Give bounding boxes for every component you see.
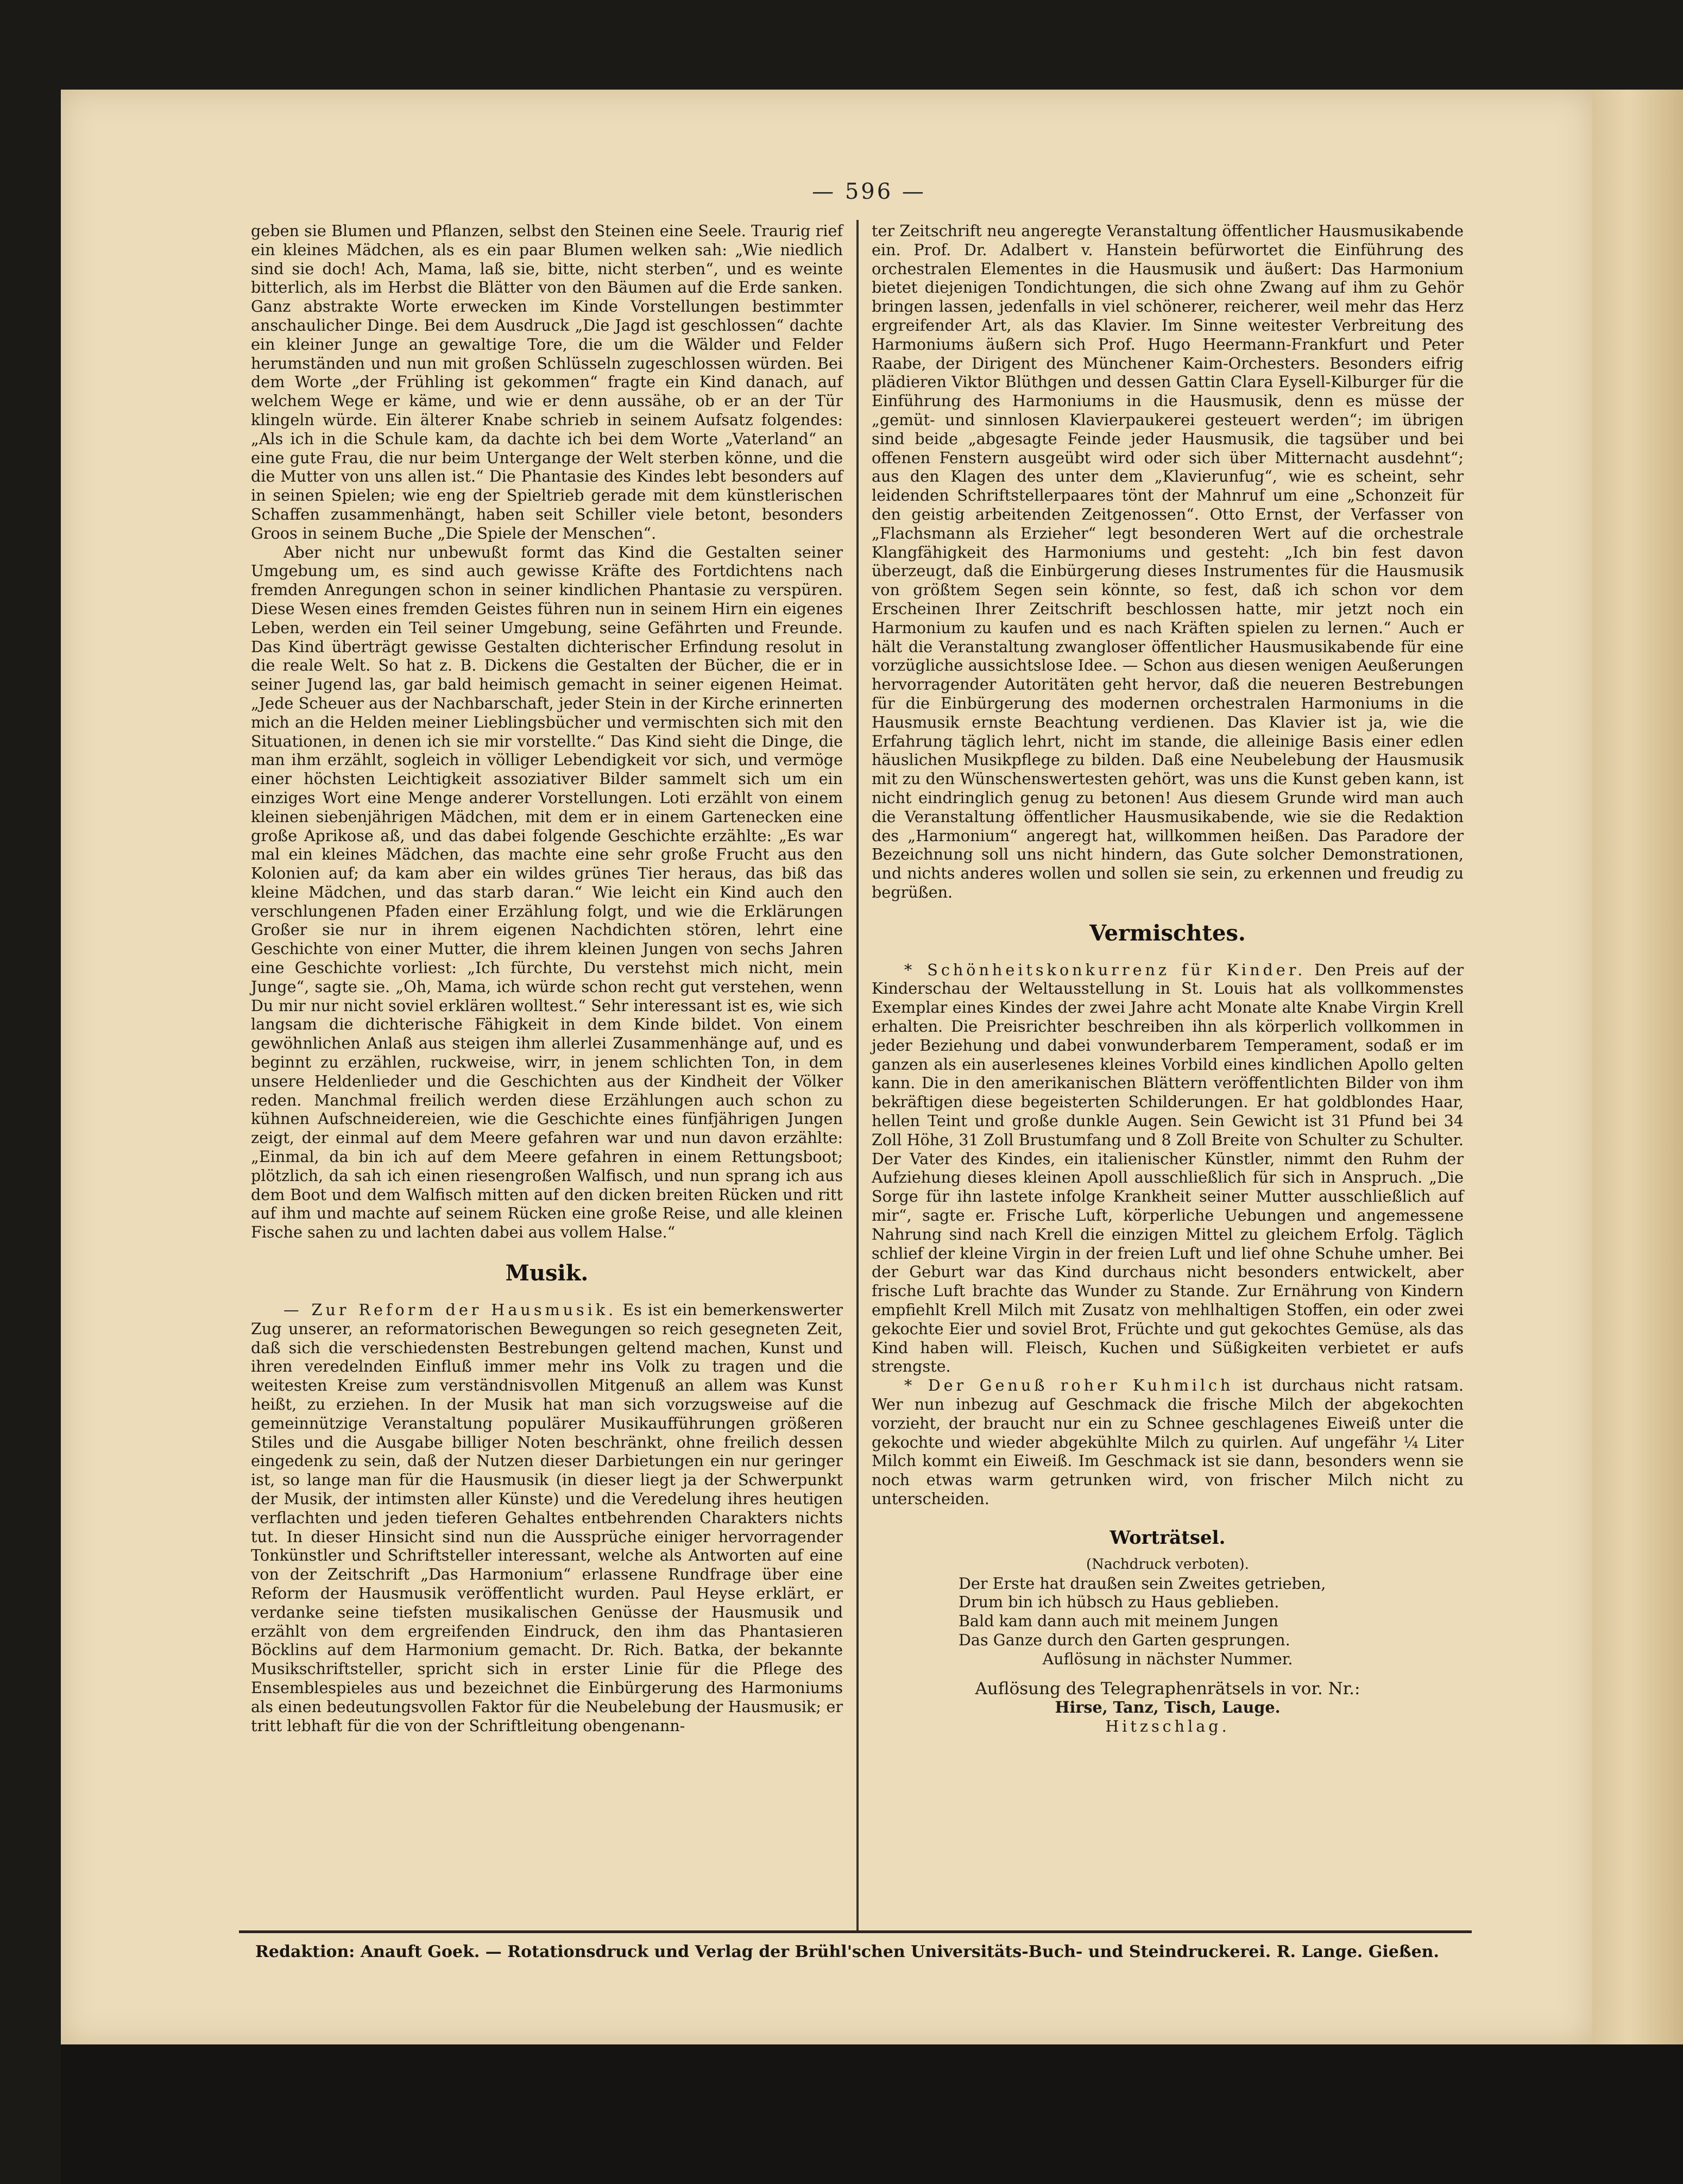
page-number: — 596 — xyxy=(812,179,926,204)
misc-article-2-text: ist durchaus nicht ratsam. Wer nun inbezug auf Geschmack die frische Milch der abgekochten vorzieht, der braucht nur ein zu Schnee geschlagenes Eiweiß unter die gekochte und wieder abgekühlte Milch zu quirlen. Auf ungefähr ¼ Liter Milch kommt ein Eiweiß. Im Geschmack ist sie dann, besonders wenn sie noch etwas warm getrunken wird, von frischer Milch nicht zu unterscheiden. xyxy=(872,1376,1464,1508)
telegraph-solution-answer: Hitzschlag. xyxy=(1105,1717,1230,1736)
misc-article-1-text: Den Preis auf der Kinderschau der Weltausstellung in St. Louis hat als vollkommenstes Exemplar eines Kindes der zwei Jahre acht Monate alte Knabe Virgin Krell erhalten. Die Preisrichter beschreiben ihn als körperlich vollkommen in jeder Beziehung und dabei vonwunderbarem Temperament, sodaß er im ganzen als ein auserlesenes kleines Vorbild eines kindlichen Apollo gelten kann. Die in den amerikanischen Blättern veröffentlichten Bilder von ihm bekräftigen diese begeisterten Schilderungen. Er hat goldblondes Haar, hellen Teint und große dunkle Augen. Sein Gewicht ist 31 Pfund bei 34 Zoll Höhe, 31 Zoll Brustumfang und 8 Zoll Breite von Schulter zu Schulter. Der Vater des Kindes, ein italienischer Künstler, nimmt den Ruhm der Aufziehung dieses kleinen Apoll ausschließlich für sich in Anspruch. „Die Sorge für ihn lastete infolge Krankheit seiner Mutter ausschließlich auf mir“, sagte er. Frische Luft, körperliche Uebungen und angemessene Nahrung sind nach Krell die einzigen Mittel zu gleichem Erfolg. Täglich schlief der kleine Virgin in der freien Luft und lief ohne Schuhe umher. Bei der Geburt war das Kind durchaus nicht besonders entwickelt, aber frische Luft brachte das Wunder zu Stande. Zur Ernährung von Kindern empfiehlt Krell Milch mit Zusatz von mehlhaltigen Stoffen, ein oder zwei gekochte Eier und soviel Brot, Früchte und gut gekochtes Gemüse, als das Kind haben will. Fleisch, Kuchen und Süßigkeiten verbietet er aufs strengste. xyxy=(872,960,1464,1376)
right-column xyxy=(872,222,1464,1736)
scan-background xyxy=(61,2044,1683,2184)
section-heading-musik: Musik. xyxy=(505,1260,589,1286)
adjacent-page-edge xyxy=(1592,90,1683,2044)
misc-article-2 xyxy=(872,1376,1464,1508)
music-article-title: — Zur Reform der Hausmusik. xyxy=(283,1301,617,1320)
puzzle-heading: Worträtsel. xyxy=(1110,1526,1226,1549)
article-paragraph: geben sie Blumen und Pflanzen, selbst den Steinen eine Seele. Traurig rief ein kleines Mädchen, als es ein paar Blumen welken sah: „Wie niedlich sind sie doch! Ach, Mama, laß sie, bitte, nicht sterben“, und es weinte bitterlich, als im Herbst die Blätter von den Bäumen auf die Erde sanken. Ganz abstrakte Worte erwecken im Kinde Vorstellungen bestimmter anschaulicher Dinge. Bei dem Ausdruck „Die Jagd ist geschlossen“ dachte ein kleiner Junge an gewaltige Tore, die um die Wälder und Felder herumständen und nun mit großen Schlüsseln zugeschlossen würden. Bei dem Worte „der Frühling ist gekommen“ fragte ein Kind danach, auf welchem Wege er käme, und wie er denn aussähe, ob er an der Tür klingeln würde. Ein älterer Knabe schrieb in seinem Aufsatz folgendes: „Als ich in die Schule kam, da dachte ich bei dem Worte „Vaterland“ an eine gute Frau, die nur beim Untergange der Welt sterben könne, und die die Mutter von uns allen ist.“ Die Phantasie des Kindes lebt besonders auf in seinen Spielen; wie eng der Spieltrieb gerade mit dem künstlerischen Schaffen zusammenhängt, haben seit Schiller viele betont, besonders Groos in seinem Buche „Die Spiele der Menschen“. xyxy=(251,222,843,542)
article-paragraph: Aber nicht nur unbewußt formt das Kind die Gestalten seiner Umgebung um, es sind auch gewisse Kräfte des Fortdichtens nach fremden Anregungen schon in seiner kindlichen Phantasie zu verspüren. Diese Wesen eines fremden Geistes führen nun in seinem Hirn ein eigenes Leben, werden ein Teil seiner Umgebung, seine Gefährten und Freunde. Das Kind überträgt gewisse Gestalten dichterischer Erfindung resolut in die reale Welt. So hat z. B. Dickens die Gestalten der Bücher, die er in seiner Jugend las, gar bald heimisch gemacht in seiner eigenen Heimat. „Jede Scheuer aus der Nachbarschaft, jeder Stein in der Kirche erinnerten mich an die Helden meiner Lieblingsbücher und vermischten sich mit den Situationen, in denen ich sie mir vorstellte.“ Das Kind sieht die Dinge, die man ihm erzählt, sogleich in völliger Lebendigkeit vor sich, und vermöge einer höchsten Leichtigkeit assoziativer Bilder sammelt sich um ein einziges Wort eine Menge anderer Vorstellungen. Loti erzählt von einem kleinen siebenjährigen Mädchen, mit dem er in einem Gartenecken eine große Aprikose aß, und das dabei folgende Geschichte erzählte: „Es war mal ein kleines Mädchen, das machte eine sehr große Frucht aus den Kolonien auf; da kam aber ein wildes grünes Tier heraus, das biß das kleine Mädchen, und das starb daran.“ Wie leicht ein Kind auch den verschlungenen Pfaden einer Erzählung folgt, und wie die Erklärungen Großer sie nur in ihrem eigenen Nachdichten stören, lehrt eine Geschichte von einer Mutter, die ihrem kleinen Jungen von sechs Jahren eine Geschichte vorliest: „Ich fürchte, Du verstehst mich nicht, mein Junge“, sagte sie. „Oh, Mama, ich würde schon recht gut verstehen, wenn Du mir nur nicht soviel erklären wolltest.“ Sehr interessant ist es, wie sich langsam die dichterische Fähigkeit in dem Kinde bildet. Von einem gewöhnlichen Anlaß aus steigen ihm allerlei Zusammenhänge auf, und es beginnt zu erzählen, ruckweise, wirr, in jenem schlichten Ton, in dem unsere Heldenlieder und die Geschichten aus der Kindheit der Völker reden. Manchmal freilich werden diese Erzählungen auch schon zu kühnen Aufschneidereien, wie die Geschichte eines fünfjährigen Jungen zeigt, der einmal auf dem Meere gefahren war und nun davon erzählte: „Einmal, da bin ich auf dem Meere gefahren in einem Rettungsboot; plötzlich, da sah ich einen riesengroßen Walfisch, und nun sprang ich aus dem Boot und dem Walfisch mitten auf den dicken breiten Rücken und ritt auf ihm und machte auf seinem Rücken eine große Reise, und alle kleinen Fische sahen zu und lachten dabei aus vollem Halse.“ xyxy=(251,542,843,1242)
puzzle-reprint-note: (Nachdruck verboten). xyxy=(1086,1556,1249,1573)
article-paragraph: ter Zeitschrift neu angeregte Veranstaltung öffentlicher Hausmusikabende ein. Prof. Dr. Adalbert v. Hanstein befürwortet die Einführung des orchestralen Elementes in die Hausmusik und äußert: Das Harmonium bietet diejenigen Tondichtungen, die sich ohne Zwang auf ihm zu Gehör bringen lassen, jedenfalls in viel schönerer, reicherer, weil mehr das Herz ergreifender Art, als das Klavier. Im Sinne weitester Verbreitung des Harmoniums äußern sich Prof. Hugo Heermann-Frankfurt und Peter Raabe, der Dirigent des Münchener Kaim-Orchesters. Besonders eifrig plädieren Viktor Blüthgen und dessen Gattin Clara Eysell-Kilburger für die Einführung des Harmoniums in die Hausmusik, denn es müsse der „gemüt- und sinnlosen Klavierpaukerei gesteuert werden“; im übrigen sind beide „abgesagte Feinde jeder Hausmusik, die tagsüber und bei offenen Fenstern ausgeübt wird oder sich über Mitternacht ausdehnt“; aus den Klagen des unter dem „Klavierunfug“, wie es scheint, sehr leidenden Schriftstellerpaares tönt der Mahnruf um eine „Schonzeit für den geistig arbeitenden Zeitgenossen“. Otto Ernst, der Verfasser von „Flachsmann als Erzieher“ legt besonderen Wert auf die orchestrale Klangfähigkeit des Harmoniums und gesteht: „Ich bin fest davon überzeugt, daß die Einbürgerung dieses Instrumentes für die Hausmusik von größtem Segen sein könnte, so fest, daß ich schon vor dem Erscheinen Ihrer Zeitschrift beschlossen hatte, mir jetzt noch ein Harmonium zu kaufen und es nach Kräften spielen zu lernen.“ Auch er hält die Veranstaltung zwangloser öffentlicher Hausmusikabende für eine vorzügliche aussichtslose Idee. — Schon aus diesen wenigen Aeußerungen hervorragender Autoritäten geht hervor, daß die neueren Bestrebungen für die Einbürgerung des modernen orchestralen Harmoniums in die Hausmusik ernste Beachtung verdienen. Das Klavier ist ja, wie die Erfahrung täglich lehrt, nicht im stande, die alleinige Basis einer edlen häuslichen Musikpflege zu bilden. Daß eine Neubelebung der Hausmusik mit zu den Wünschenswertesten gehört, was uns die Kunst geben kann, ist nicht eindringlich genug zu betonen! Aus diesem Grunde wird man auch die Veranstaltung öffentlicher Hausmusikabende, wie sie die Redaktion des „Harmonium“ angeregt hat, willkommen heißen. Das Paradore der Bezeichnung soll uns nicht hindern, das Gute solcher Demonstrationen, und nichts anderes wollen und sollen sie sein, zu erkennen und freudig zu begrüßen. xyxy=(872,222,1464,901)
misc-article-2-title: * Der Genuß roher Kuhmilch xyxy=(904,1376,1234,1395)
poem-line: Bald kam dann auch mit meinem Jungen xyxy=(959,1612,1278,1631)
left-column xyxy=(251,222,843,1735)
section-heading-vermischtes: Vermischtes. xyxy=(1089,920,1246,946)
imprint-footer: Redaktion: Anauft Goek. — Rotationsdruck und Verlag der Brühl'schen Universitäts-Buch- und Steindruckerei. R. Lange. Gießen. xyxy=(255,1942,1439,1961)
music-article-text: Es ist ein bemerkenswerter Zug unserer, an reformatorischen Bewegungen so reich gesegneten Zeit, daß sich die verschiedensten Bestrebungen geltend machen, Kunst und ihren veredelnden Einfluß immer mehr ins Volk zu tragen und die weitesten Kreise zum verständnisvollen Mitgenuß an allem was Kunst heißt, zu erziehen. In der Musik hat man sich vorzugsweise auf die gemeinnützige Veranstaltung populärer Musikaufführungen größeren Stiles und die Ausgabe billiger Noten beschränkt, ohne freilich dessen eingedenk zu sein, daß der Nutzen dieser Darbietungen ein nur geringer ist, so lange man für die Hausmusik (in dieser liegt ja der Schwerpunkt der Musik, der intimsten aller Künste) und die Veredelung ihres heutigen verflachten und jeden tieferen Gehaltes entbehrenden Charakters nichts tut. In dieser Hinsicht sind nun die Aussprüche einiger hervorragender Tonkünstler und Schriftsteller interessant, welche als Antworten auf eine von der Zeitschrift „Das Harmonium“ erlassene Rundfrage über eine Reform der Hausmusik veröffentlicht wurden. Paul Heyse erklärt, er verdanke seine tiefsten musikalischen Genüsse der Hausmusik und erzählt von dem ergreifenden Eindruck, den ihm das Phantasieren Böcklins auf dem Harmonium gemacht. Dr. Rich. Batka, der bekannte Musikschriftsteller, spricht sich in erster Linie für die Pflege des Ensemblespieles aus und bezeichnet die Einbürgerung des Harmoniums als einen bedeutungsvollen Faktor für die Neubelebung der Hausmusik; er tritt lebhaft für die von der Schriftleitung obengenann- xyxy=(251,1301,843,1735)
misc-article-1-title: * Schönheitskonkurrenz für Kinder. xyxy=(904,960,1306,979)
puzzle-poem xyxy=(959,1574,1464,1650)
puzzle-solution-note: Auflösung in nächster Nummer. xyxy=(1042,1649,1293,1668)
telegraph-solution-words: Hirse, Tanz, Tisch, Lauge. xyxy=(1055,1698,1281,1717)
poem-line: Das Ganze durch den Garten gesprungen. xyxy=(959,1630,1290,1649)
telegraph-solution-title: Auflösung des Telegraphenrätsels in vor. Nr.: xyxy=(975,1678,1360,1699)
poem-line: Der Erste hat draußen sein Zweites getrieben, xyxy=(959,1574,1326,1593)
misc-article-1 xyxy=(872,961,1464,1377)
footer-rule xyxy=(239,1930,1472,1933)
music-article xyxy=(251,1301,843,1735)
column-divider xyxy=(856,220,859,1930)
poem-line: Drum bin ich hübsch zu Haus geblieben. xyxy=(959,1593,1279,1612)
